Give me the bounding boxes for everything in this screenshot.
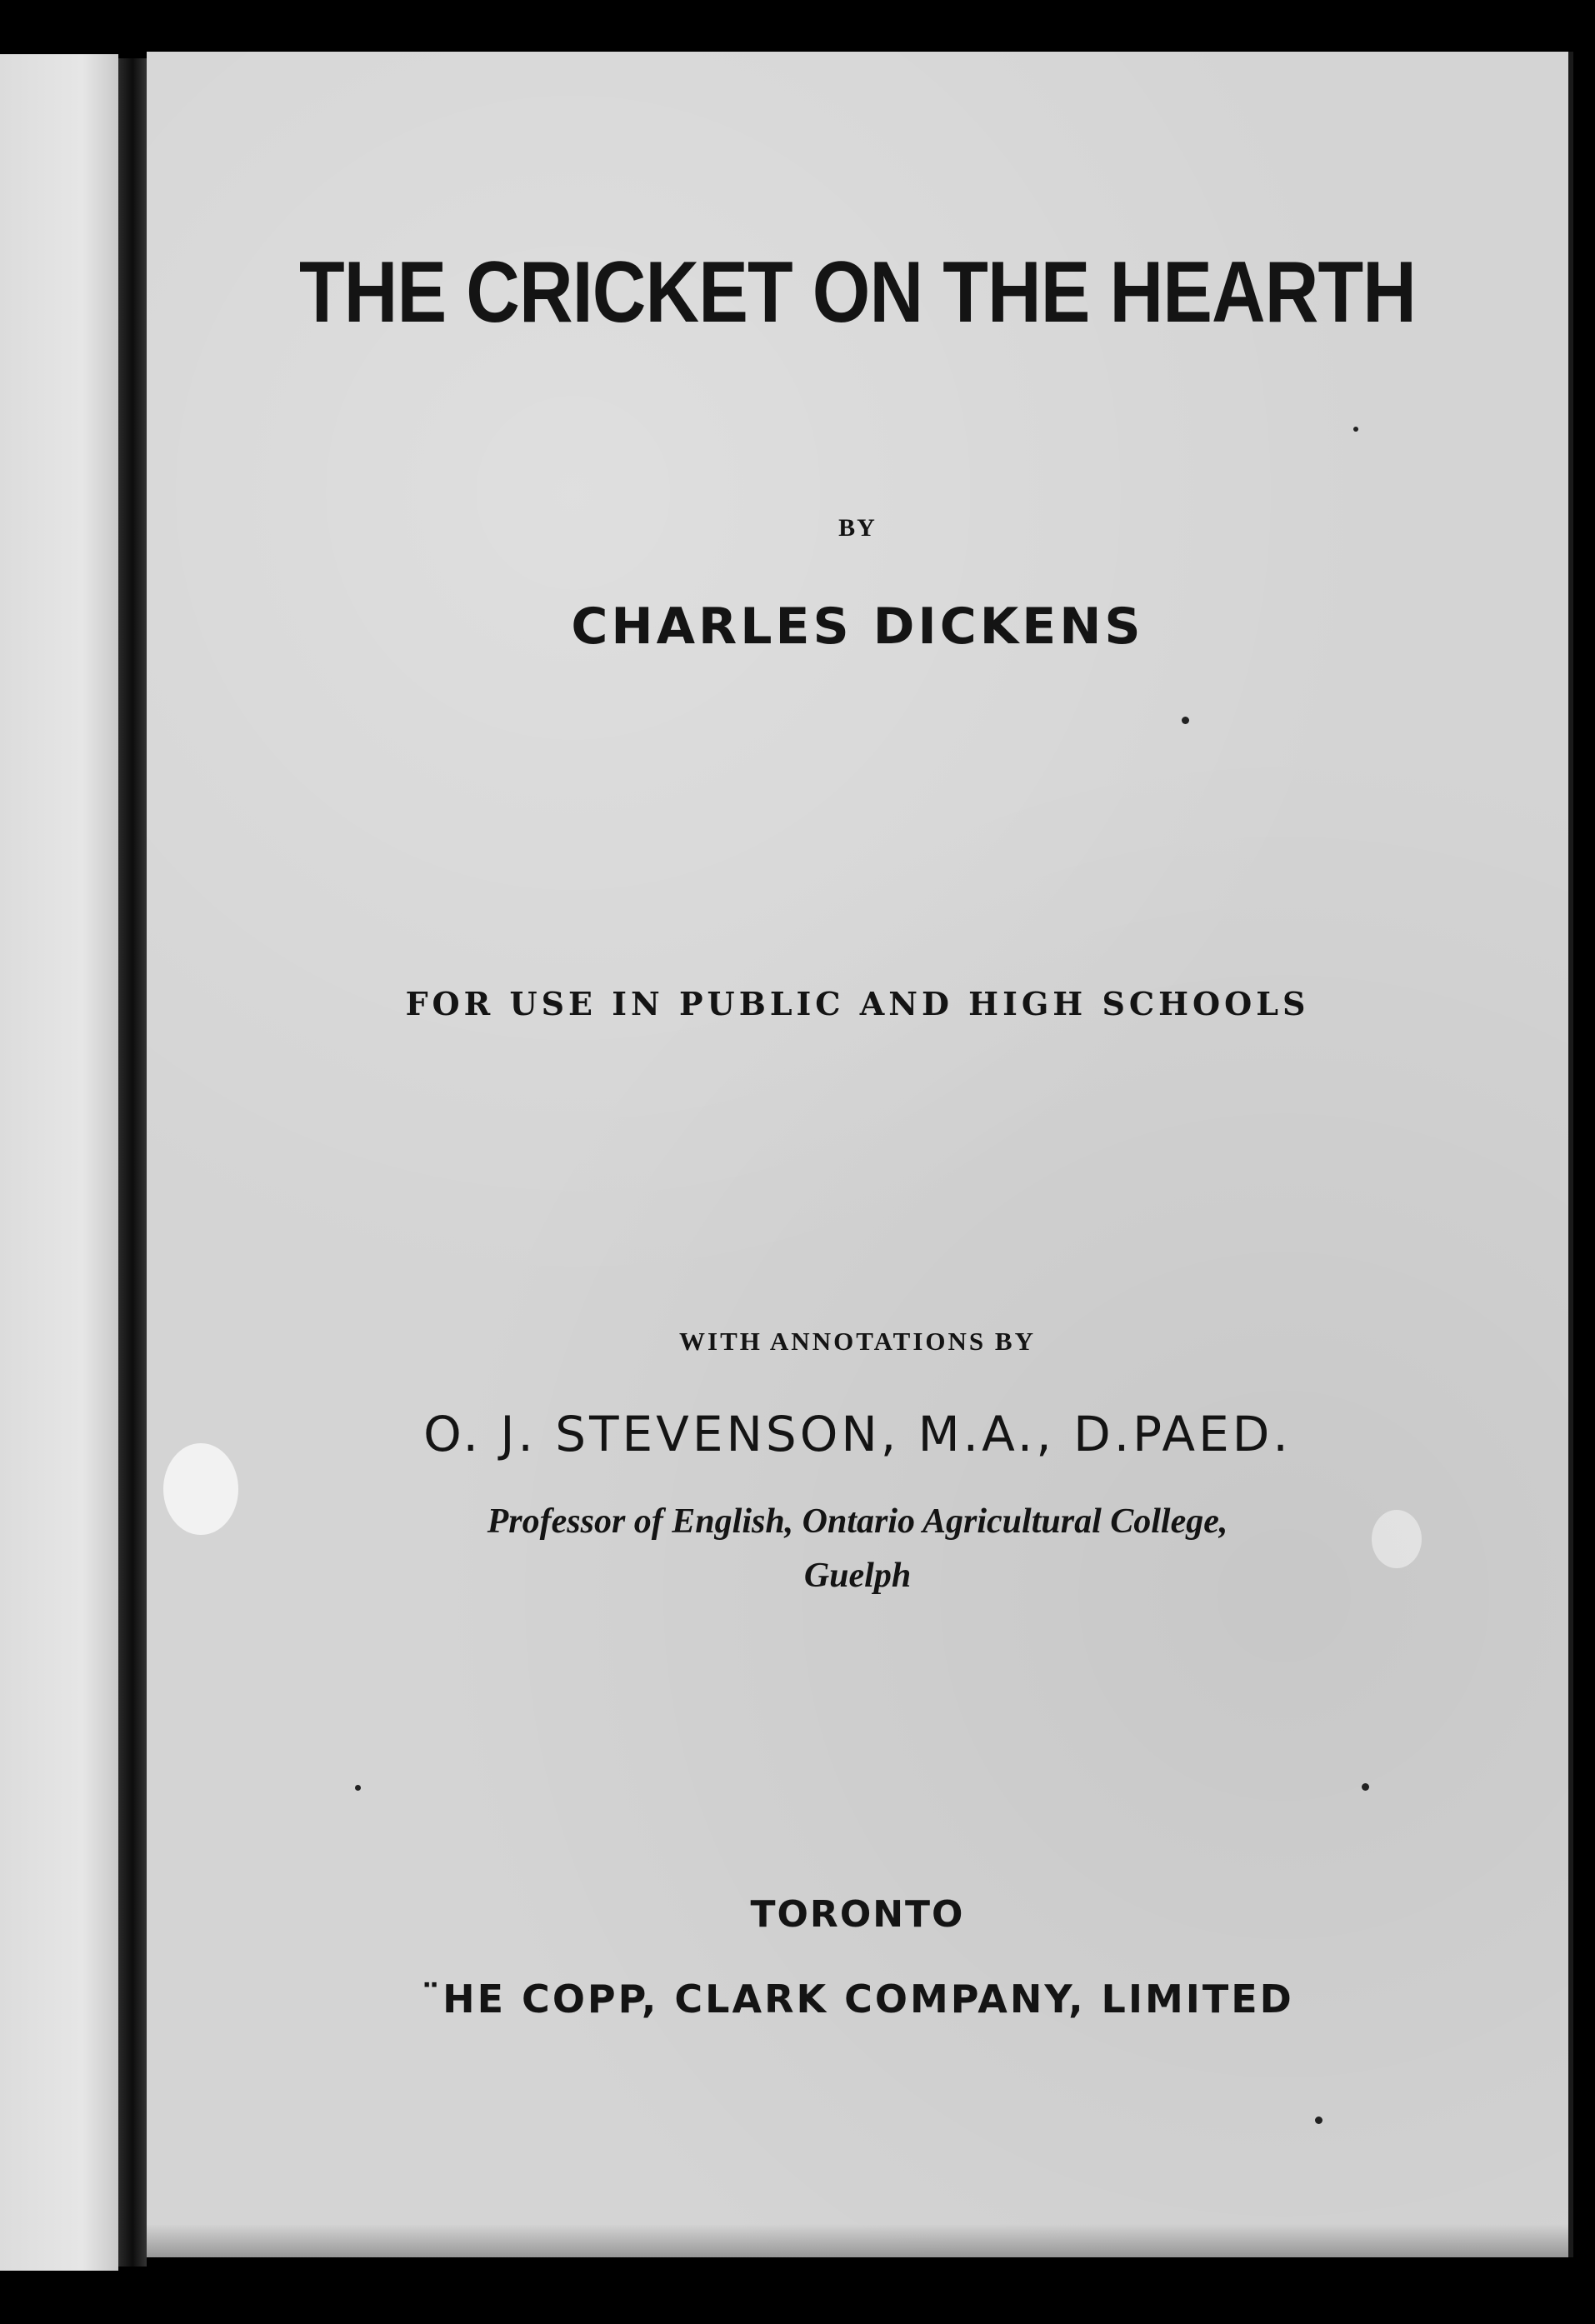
ink-speck (1315, 2117, 1322, 2124)
book-title: THE CRICKET ON THE HEARTH (299, 244, 1416, 341)
editor-place: Guelph (803, 1557, 912, 1595)
ink-speck (1182, 717, 1189, 724)
page-bottom-shadow (147, 2224, 1568, 2257)
author-name: CHARLES DICKENS (571, 597, 1144, 656)
publisher-city: TORONTO (750, 1893, 965, 1936)
ink-speck (355, 1785, 361, 1791)
publisher-name: ¨HE COPP, CLARK COMPANY, LIMITED (421, 1977, 1294, 2022)
intended-use-line: FOR USE IN PUBLIC AND HIGH SCHOOLS (405, 985, 1310, 1022)
ink-speck (1353, 427, 1358, 432)
left-margin (0, 54, 118, 2271)
spine-rule (118, 58, 147, 2267)
page (147, 52, 1573, 2257)
by-label: BY (838, 514, 877, 542)
editor-title: Professor of English, Ontario Agricultural College, (487, 1502, 1228, 1541)
annotations-label: WITH ANNOTATIONS BY (679, 1327, 1036, 1356)
editor-name: O. J. STEVENSON, M.A., D.PAED. (423, 1406, 1292, 1462)
ink-speck (1362, 1783, 1369, 1791)
